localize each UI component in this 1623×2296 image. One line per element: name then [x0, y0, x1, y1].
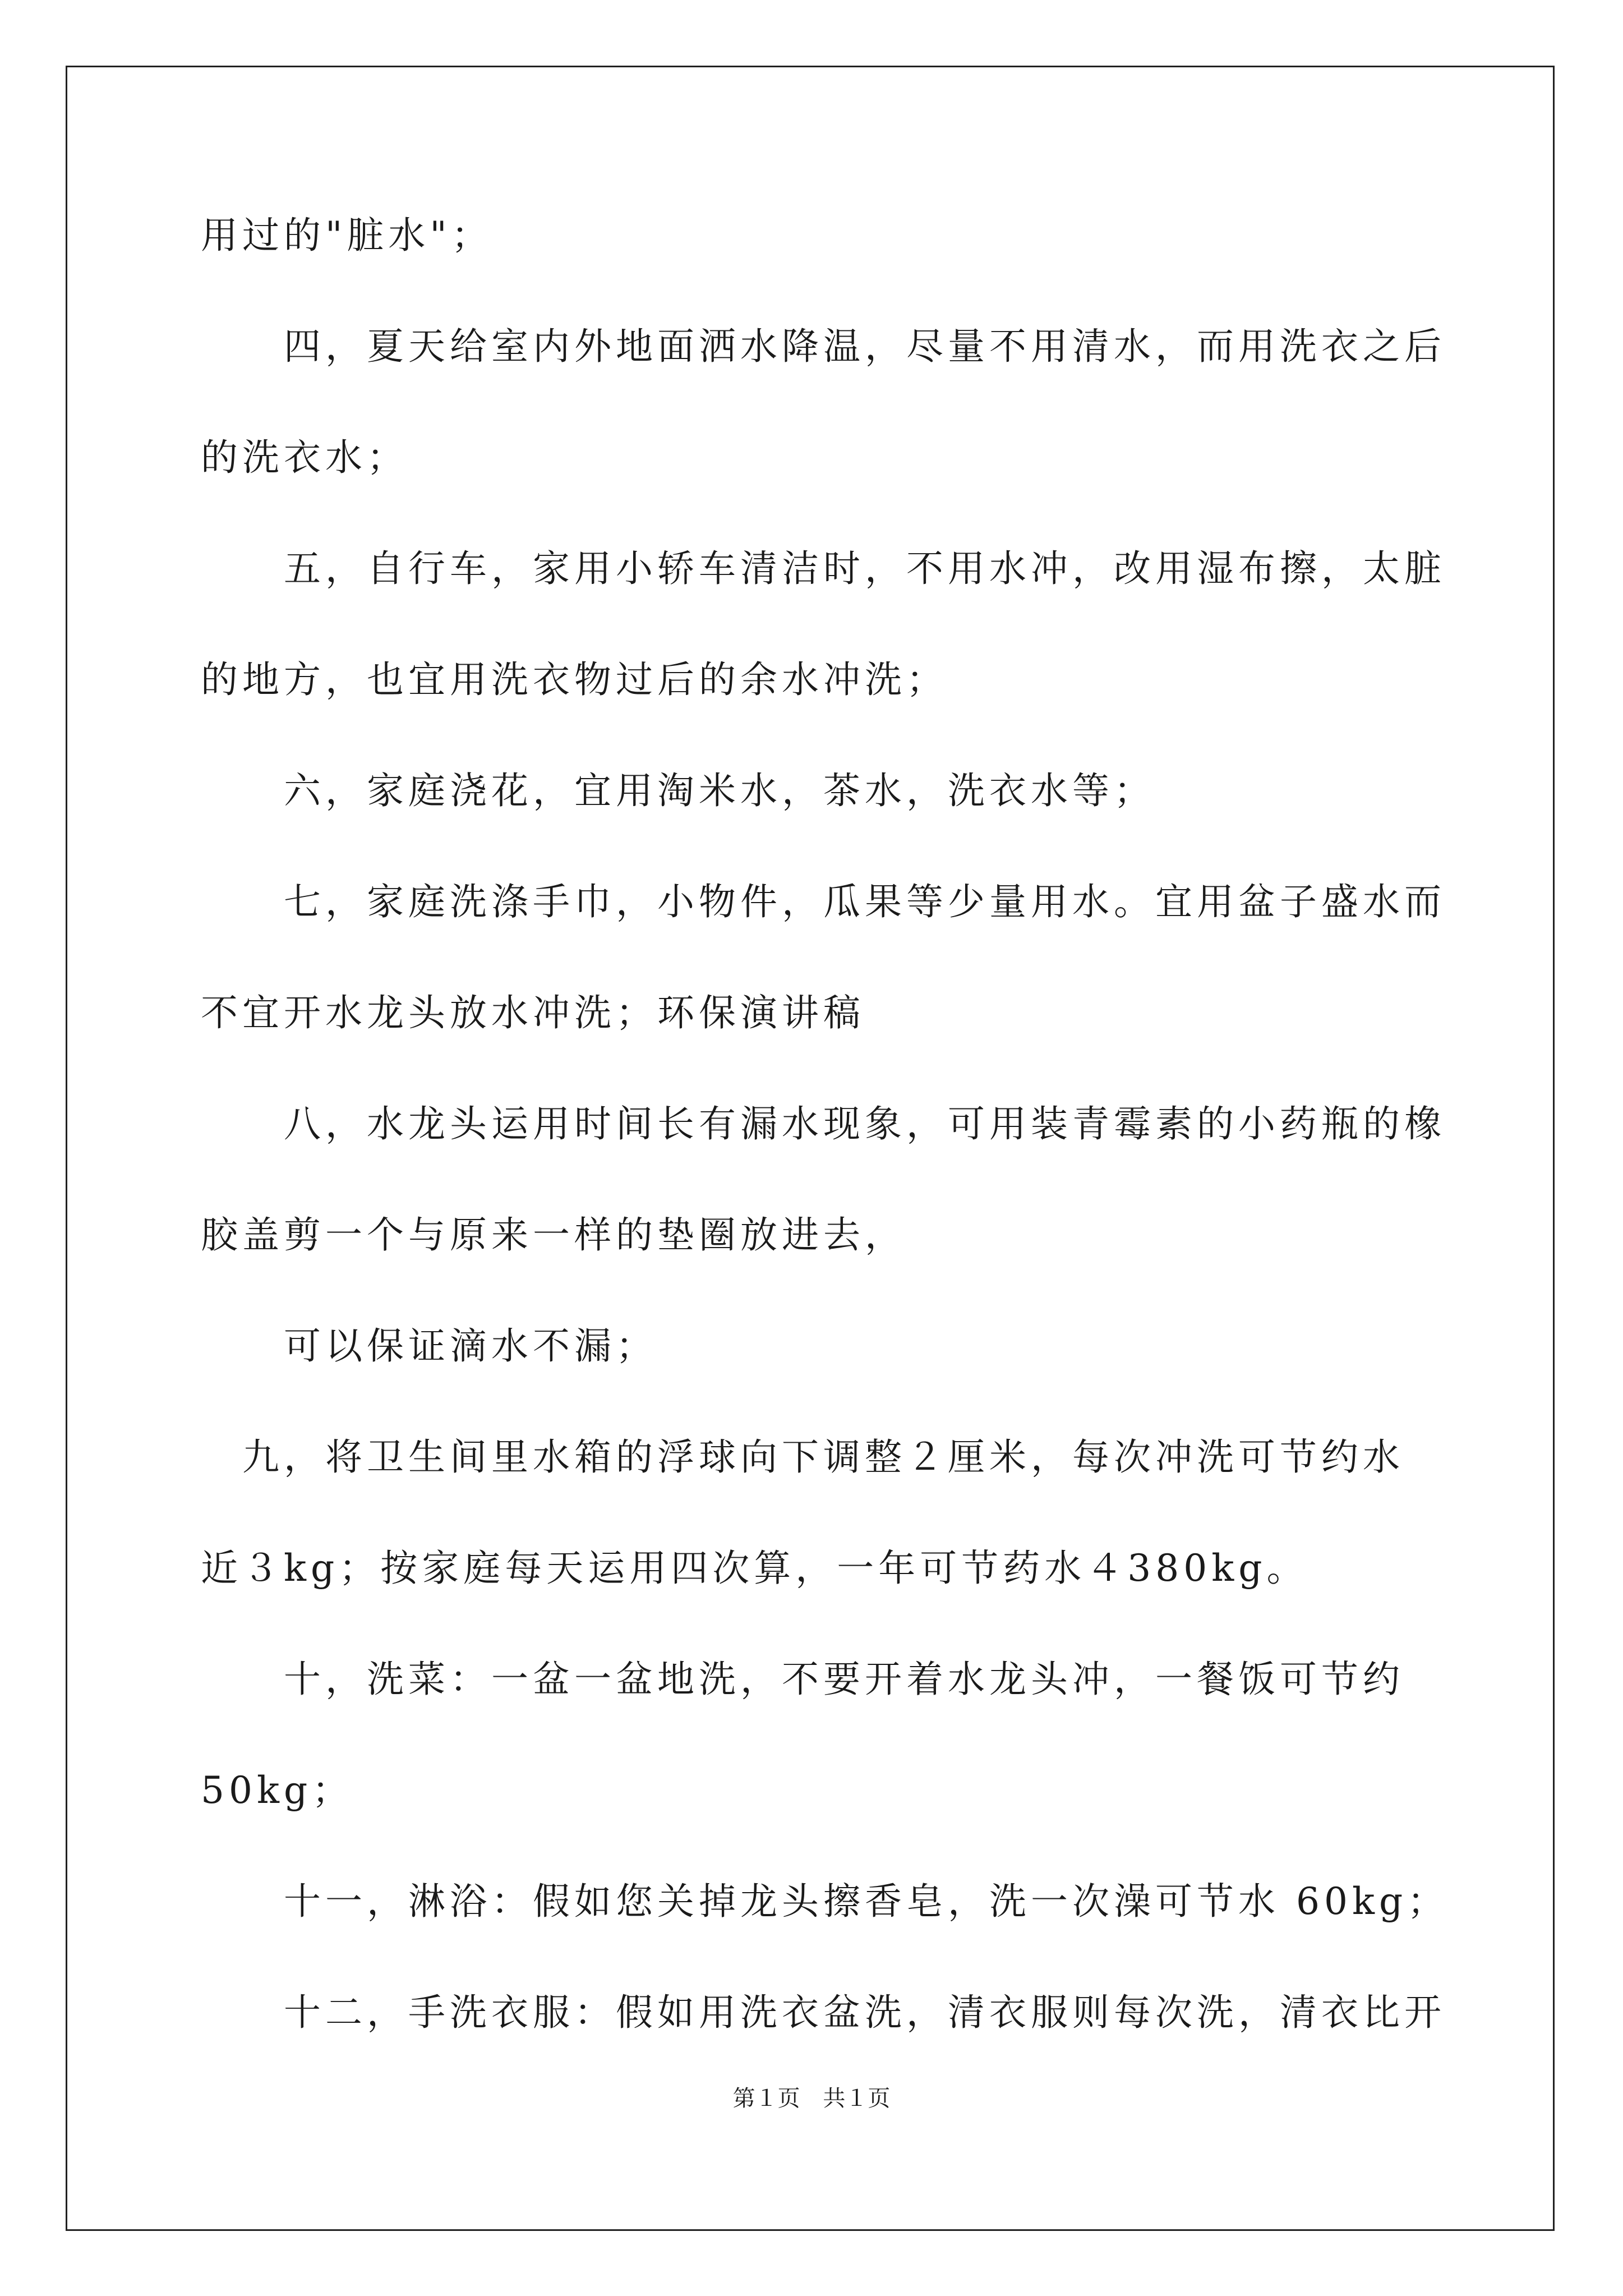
text-line: 六，家庭浇花，宜用淘米水，茶水，洗衣水等； [284, 769, 1155, 812]
page-footer [0, 2085, 1623, 2113]
text-line: 十，洗菜：一盆一盆地洗，不要开着水龙头冲，一餐饭可节约 [284, 1658, 1404, 1701]
text-line: 50kg； [201, 1769, 354, 1812]
text-line: 胶盖剪一个与原来一样的垫圈放进去， [201, 1213, 906, 1257]
text-line: 八，水龙头运用时间长有漏水现象，可用装青霉素的小药瓶的橡 [284, 1102, 1446, 1145]
text-line: 七，家庭洗涤手巾，小物件，瓜果等少量用水。宜用盆子盛水而 [284, 880, 1446, 923]
text-line: 十一，淋浴：假如您关掉龙头擦香皂，洗一次澡可节水 60kg； [284, 1880, 1449, 1923]
page-count: 共１页 [823, 2086, 891, 2111]
text-line: 四，夏天给室内外地面洒水降温，尽量不用清水，而用洗衣之后 [284, 325, 1446, 368]
text-line: 不宜开水龙头放水冲洗；环保演讲稿 [201, 991, 865, 1034]
text-line: 九，将卫生间里水箱的浮球向下调整２厘米，每次冲洗可节约水 [242, 1435, 1404, 1479]
text-line: 十二，手洗衣服：假如用洗衣盆洗，清衣服则每次洗，清衣比开 [284, 1991, 1446, 2034]
text-line: 可以保证滴水不漏； [284, 1324, 657, 1368]
text-line: 用过的"脏水"； [201, 214, 493, 257]
text-line: 近３kg；按家庭每天运用四次算，一年可节药水４380kg。 [201, 1547, 1308, 1590]
text-line: 的地方，也宜用洗衣物过后的余水冲洗； [201, 658, 948, 701]
page-number: 第１页 [732, 2086, 800, 2111]
text-line: 五，自行车，家用小轿车清洁时，不用水冲，改用湿布擦，太脏 [284, 547, 1446, 590]
text-line: 的洗衣水； [201, 436, 408, 479]
